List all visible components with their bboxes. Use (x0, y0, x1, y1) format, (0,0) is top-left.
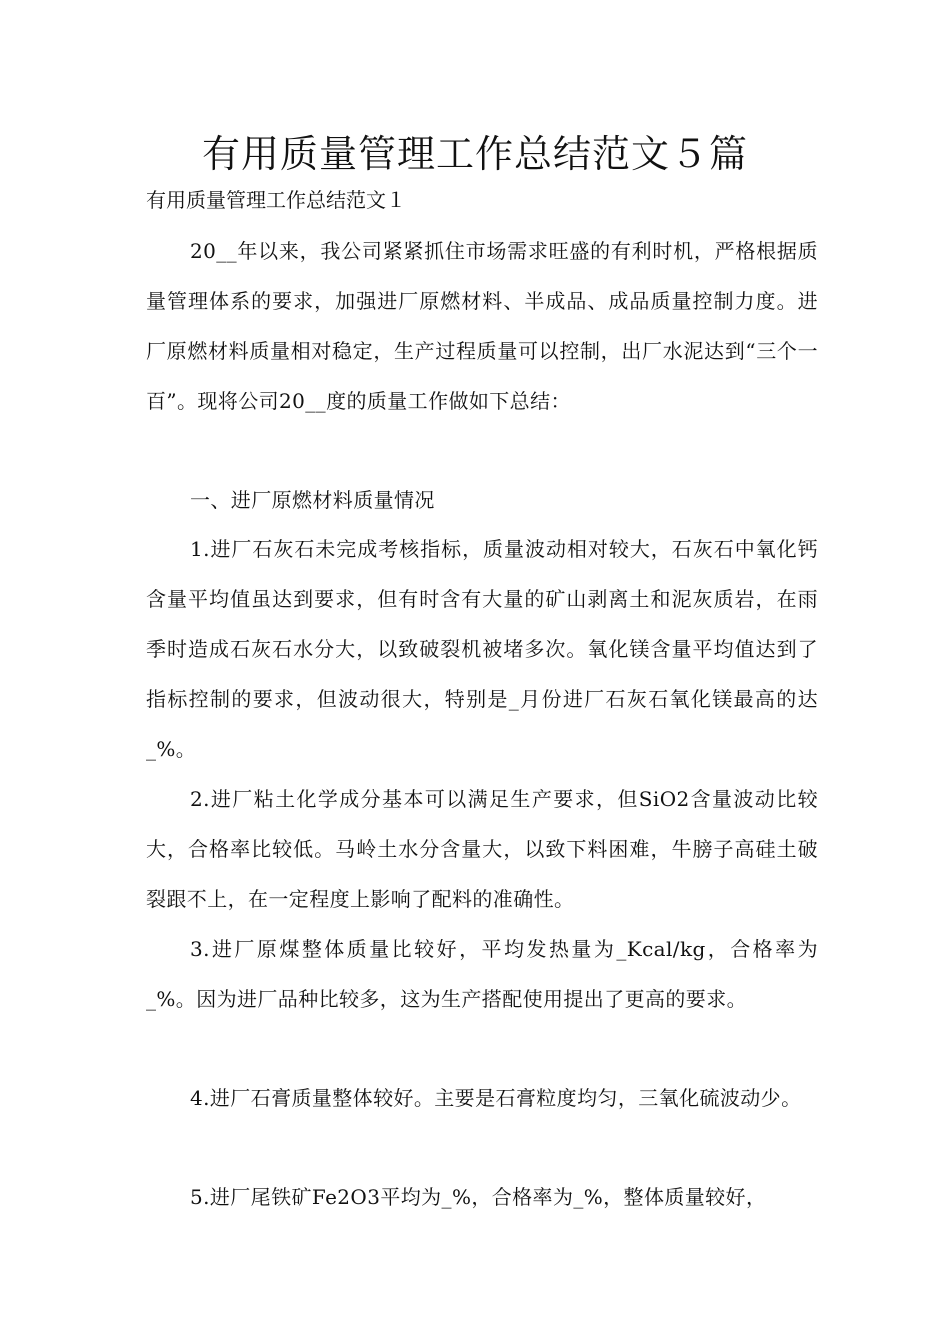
paragraph-item-3: 3.进厂原煤整体质量比较好，平均发热量为_Kcal/kg，合格率为_%。因为进厂品种比较多，这为生产搭配使用提出了更高的要求。 (146, 937, 818, 1011)
paragraph-item-1: 1.进厂石灰石未完成考核指标，质量波动相对较大，石灰石中氧化钙含量平均值虽达到要求，但有时含有大量的矿山剥离土和泥灰质岩，在雨季时造成石灰石水分大，以致破裂机被堵多次。氧化镁含量平均值达到了指标控制的要求，但波动很大，特别是_月份进厂石灰石氧化镁最高的达_%。 (146, 537, 818, 761)
paragraph-item-2: 2.进厂粘土化学成分基本可以满足生产要求，但SiO2含量波动比较大，合格率比较低。马岭土水分含量大，以致下料困难，牛膀子高硅土破裂跟不上，在一定程度上影响了配料的准确性。 (146, 787, 818, 911)
document-subtitle: 有用质量管理工作总结范文１ (146, 188, 406, 212)
paragraph-item-4: 4.进厂石膏质量整体较好。主要是石膏粒度均匀，三氧化硫波动少。 (190, 1086, 802, 1110)
document-title: 有用质量管理工作总结范文５篇 (201, 132, 748, 176)
paragraph-intro: 20__年以来，我公司紧紧抓住市场需求旺盛的有利时机，严格根据质量管理体系的要求，加强进厂原燃材料、半成品、成品质量控制力度。进厂原燃材料质量相对稳定，生产过程质量可以控制，出厂水泥达到“三个一百”。现将公司20__度的质量工作做如下总结： (146, 239, 818, 413)
section-heading-materials: 一、进厂原燃材料质量情况 (190, 488, 435, 512)
paragraph-item-5: 5.进厂尾铁矿Fe2O3平均为_%，合格率为_%，整体质量较好， (190, 1185, 767, 1209)
